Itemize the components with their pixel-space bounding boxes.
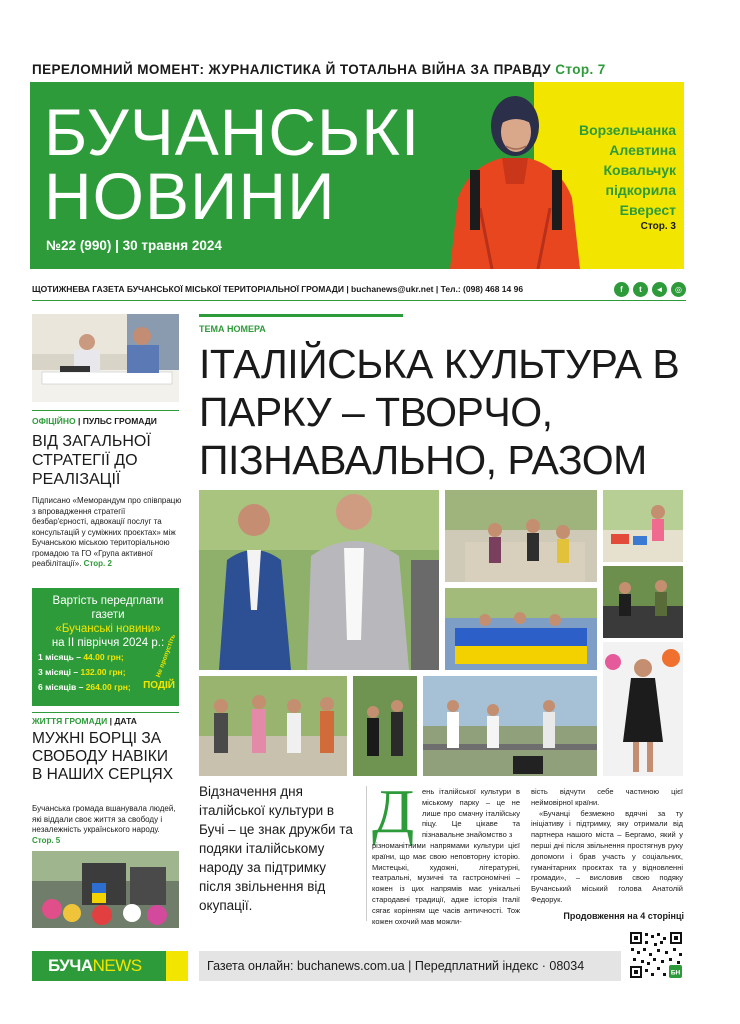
article-column-2 — [531, 787, 683, 906]
instagram-icon[interactable]: ◎ — [671, 282, 686, 297]
photo-crafts — [603, 490, 683, 562]
photo-officials — [199, 490, 439, 670]
logo-accent — [166, 951, 188, 981]
logo-text: БУЧАNEWS — [48, 956, 142, 975]
story1-headline[interactable]: ВІД ЗАГАЛЬНОЇ СТРАТЕГІЇ ДО РЕАЛІЗАЦІЇ — [32, 433, 151, 488]
everest-line: Ворзельчанка — [578, 122, 676, 138]
story2-page[interactable]: Стор. 5 — [32, 835, 61, 845]
price-row: 3 місяці – 132.00 грн; — [38, 667, 126, 677]
price-row: 1 місяць – 44.00 грн; — [38, 652, 124, 662]
tag-events: ПОДІЙ — [143, 680, 175, 691]
meeting-photo — [32, 314, 179, 402]
teaser-page: Стор. 7 — [555, 62, 606, 77]
everest-page: Стор. 3 — [640, 221, 676, 232]
footer-text[interactable]: Газета онлайн: buchanews.com.ua | Передплатний індекс · 08034 — [207, 959, 585, 973]
buchanews-logo[interactable] — [32, 951, 188, 981]
divider — [199, 314, 403, 317]
divider — [32, 712, 179, 713]
column-divider — [366, 786, 367, 921]
photo-crowd — [199, 676, 347, 776]
story2-body: Бучанська громада вшанувала людей, які віддали своє життя за свободу і незалежність українського народу. — [32, 804, 176, 834]
subscription-prices — [38, 650, 131, 695]
footer-bar — [199, 951, 621, 981]
story1-text — [32, 496, 182, 570]
subscription-box — [32, 588, 179, 706]
story1-rubric — [32, 416, 157, 426]
photo-musicians — [445, 490, 597, 582]
story1-body: Підписано «Меморандум про співпрацю з впровадження стратегії безбар'єрності, адвокації послуг та консультацій у суміжних проєктах» між Бучанською міською територіальною громадою та ГО «Група активної реабілітації». — [32, 496, 182, 568]
info-bar — [32, 282, 686, 298]
photo-food — [603, 566, 683, 638]
story2-text — [32, 804, 182, 846]
article-first-lines: ень італійської культури в міському парку – це не лише про смачну італійську піцу. Це цікаве та пізнавальне знайомство з — [422, 787, 520, 840]
masthead — [30, 82, 684, 269]
title-line-2: НОВИНИ — [44, 159, 336, 233]
subscription-title-c: на ІІ півріччя 2024 р.: — [51, 637, 165, 649]
subscription-tag-vertical — [153, 633, 178, 679]
photo-flag-stage — [445, 588, 597, 670]
qr-label: БН — [670, 969, 681, 977]
everest-teaser[interactable] — [536, 120, 676, 234]
article-col2-p2: «Бучанці безмежно вдячні за ту ініціативу і підтримку, яку отримали від партнера нашого міста – Бергамо, який у перші дні після звільнення простягнув руку допомоги і брав участь у соціальних, гуманітарних проєктах та у відновленні громади», – висловив свою подяку Бучанський міський голова Анатолій Федорук. — [531, 808, 683, 904]
everest-line: Еверест — [619, 202, 676, 218]
price-row: 6 місяців – 264.00 грн; — [38, 682, 131, 692]
photo-dancer — [603, 642, 683, 776]
facebook-icon[interactable]: f — [614, 282, 629, 297]
article-column-1 — [372, 778, 520, 927]
top-teaser[interactable] — [32, 62, 712, 77]
qr-code-icon[interactable] — [629, 931, 683, 979]
divider — [32, 410, 179, 411]
story1-page[interactable]: Стор. 2 — [83, 559, 112, 568]
main-lead: Відзначення дня італійської культури в Бучі – це знак дружби та подяки італійському народу за підтримку після звільнення від окупації. — [199, 784, 353, 913]
main-headline[interactable]: ІТАЛІЙСЬКА КУЛЬТУРА В ПАРКУ – ТВОРЧО, ПІЗНАВАЛЬНО, РАЗОМ — [199, 341, 680, 483]
info-text: ЩОТИЖНЕВА ГАЗЕТА БУЧАНСЬКОЇ МІСЬКОЇ ТЕРИТОРІАЛЬНОЇ ГРОМАДИ | buchanews@ukr.net | Тел.: (098) 468 14 96 — [32, 284, 524, 294]
divider — [32, 300, 686, 301]
photo-performers — [353, 676, 417, 776]
subscription-title-b: «Бучанські новини» — [55, 623, 161, 635]
tag-dont-miss: Не пропустіть — [155, 633, 178, 679]
subscription-title-a: Вартість передплати газети — [52, 595, 164, 621]
continued-link[interactable]: Продовження на 4 сторінці — [563, 911, 684, 921]
newspaper-title — [44, 95, 421, 233]
main-rubric: ТЕМА НОМЕРА — [199, 324, 266, 334]
teaser-text: ПЕРЕЛОМНИЙ МОМЕНТ: ЖУРНАЛІСТИКА Й ТОТАЛЬНА ВІЙНА ЗА ПРАВДУ — [32, 62, 552, 77]
story2-headline[interactable]: МУЖНІ БОРЦІ ЗА СВОБОДУ НАВІКИ В НАШИХ СЕРЦЯХ — [32, 730, 174, 783]
article-col2-p1: вість відчути себе частиною цієї неймовірної країни. — [531, 787, 683, 807]
twitter-icon[interactable]: t — [633, 282, 648, 297]
rubric-date: | ДАТА — [109, 716, 137, 726]
telegram-icon[interactable]: ◄ — [652, 282, 667, 297]
dropcap: Д — [372, 778, 415, 846]
article-col1-text: різноманітними напрямами культури цієї країни, що має свою неповторну історію. Мистецькі, художні, літературні, театральні, музичні та гастрономічні – кожен із цих напрямів має унікальні стародавні традиції, адже історія Італії сягає корінням ще часів античності. Тож кожен охочий мав можли- — [372, 840, 520, 926]
issue-info: №22 (990) | 30 травня 2024 — [46, 238, 222, 253]
social-links — [614, 282, 686, 297]
story2-rubric — [32, 716, 137, 726]
rubric-official: ОФІЦІЙНО — [32, 416, 76, 426]
rubric-community: ЖИТТЯ ГРОМАДИ — [32, 716, 108, 726]
everest-line: Алевтина — [609, 142, 676, 158]
everest-line: підкорила — [605, 182, 676, 198]
memorial-photo — [32, 851, 179, 928]
title-line-1: БУЧАНСЬКІ — [44, 95, 421, 169]
everest-line: Ковальчук — [603, 162, 676, 178]
photo-stage-kids — [423, 676, 597, 776]
rubric-pulse: | ПУЛЬС ГРОМАДИ — [78, 416, 157, 426]
